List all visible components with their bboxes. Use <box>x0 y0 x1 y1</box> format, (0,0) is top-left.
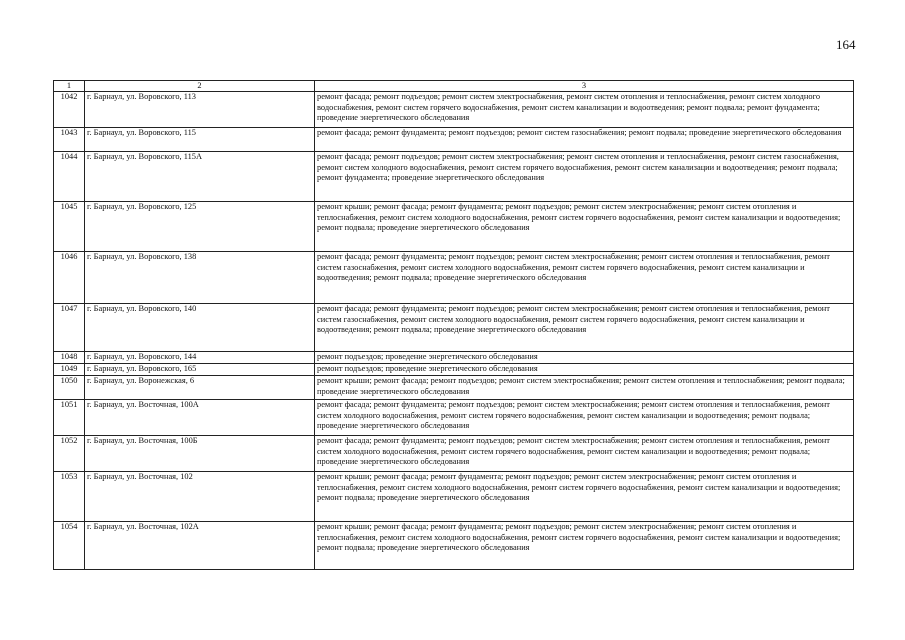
row-works: ремонт подъездов; проведение энергетического обследования <box>315 352 854 364</box>
table-row <box>54 304 854 352</box>
row-address: г. Барнаул, ул. Воровского, 125 <box>85 202 315 252</box>
page-number: 164 <box>836 37 856 52</box>
column-header-number: 1 <box>54 81 85 92</box>
row-number: 1043 <box>54 128 85 152</box>
table-row <box>54 352 854 364</box>
row-number: 1053 <box>54 472 85 522</box>
row-works: ремонт крыши; ремонт фасада; ремонт подъездов; ремонт систем электроснабжения; ремонт систем отопления и теплоснабжения; ремонт подвала; проведение энергетического обследования <box>315 376 854 400</box>
row-address: г. Барнаул, ул. Воровского, 113 <box>85 92 315 128</box>
row-address: г. Барнаул, ул. Воровского, 165 <box>85 364 315 376</box>
table-row <box>54 152 854 202</box>
table-row <box>54 522 854 570</box>
row-works: ремонт крыши; ремонт фасада; ремонт фундамента; ремонт подъездов; ремонт систем электроснабжения; ремонт систем отопления и теплоснабжения, ремонт систем холодного водоснабжения, ремонт систем горячего водоснабжения, ремонт систем канализации и водоотведения; ремонт подвала; проведение энергетического обследования <box>315 522 854 570</box>
row-number: 1050 <box>54 376 85 400</box>
row-address: г. Барнаул, ул. Воровского, 144 <box>85 352 315 364</box>
row-number: 1042 <box>54 92 85 128</box>
row-number: 1047 <box>54 304 85 352</box>
row-address: г. Барнаул, ул. Восточная, 100А <box>85 400 315 436</box>
row-address: г. Барнаул, ул. Восточная, 102 <box>85 472 315 522</box>
row-works: ремонт крыши; ремонт фасада; ремонт фундамента; ремонт подъездов; ремонт систем электроснабжения; ремонт систем отопления и теплоснабжения, ремонт систем холодного водоснабжения, ремонт систем горячего водоснабжения, ремонт систем канализации и водоотведения; ремонт подвала; проведение энергетического обследования <box>315 472 854 522</box>
column-header-address: 2 <box>85 81 315 92</box>
row-number: 1054 <box>54 522 85 570</box>
table-row <box>54 92 854 128</box>
row-address: г. Барнаул, ул. Воровского, 140 <box>85 304 315 352</box>
table-row <box>54 128 854 152</box>
table-header-row <box>54 81 854 92</box>
table-row <box>54 364 854 376</box>
row-address: г. Барнаул, ул. Восточная, 102А <box>85 522 315 570</box>
row-address: г. Барнаул, ул. Воровского, 115А <box>85 152 315 202</box>
row-works: ремонт фасада; ремонт подъездов; ремонт систем электроснабжения, ремонт систем отопления и теплоснабжения, ремонт систем холодного водоснабжения, ремонт систем горячего водоснабжения, ремонт систем канализации и водоотведения; ремонт подвала; ремонт фундамента; проведение энергетического обследования <box>315 92 854 128</box>
table-row <box>54 202 854 252</box>
column-header-works: 3 <box>315 81 854 92</box>
row-number: 1048 <box>54 352 85 364</box>
row-works: ремонт фасада; ремонт фундамента; ремонт подъездов; ремонт систем электроснабжения; ремонт систем отопления и теплоснабжения, ремонт систем холодного водоснабжения, ремонт систем горячего водоснабжения, ремонт систем канализации и водоотведения; ремонт подвала; проведение энергетического обследования <box>315 436 854 472</box>
row-address: г. Барнаул, ул. Воровского, 115 <box>85 128 315 152</box>
row-works: ремонт фасада; ремонт фундамента; ремонт подъездов; ремонт систем электроснабжения; ремонт систем отопления и теплоснабжения, ремонт систем газоснабжения, ремонт систем холодного водоснабжения, ремонт систем горячего водоснабжения, ремонт систем канализации и водоотведения; ремонт подвала; проведение энергетического обследования <box>315 252 854 304</box>
row-works: ремонт подъездов; проведение энергетического обследования <box>315 364 854 376</box>
row-works: ремонт крыши; ремонт фасада; ремонт фундамента; ремонт подъездов; ремонт систем электроснабжения; ремонт систем отопления и теплоснабжения, ремонт систем холодного водоснабжения, ремонт систем горячего водоснабжения, ремонт систем канализации и водоотведения; ремонт подвала; проведение энергетического обследования <box>315 202 854 252</box>
row-number: 1052 <box>54 436 85 472</box>
table-row <box>54 376 854 400</box>
row-number: 1051 <box>54 400 85 436</box>
row-works: ремонт фасада; ремонт фундамента; ремонт подъездов; ремонт систем электроснабжения; ремонт систем отопления и теплоснабжения, ремонт систем холодного водоснабжения, ремонт систем горячего водоснабжения, ремонт систем канализации и водоотведения; ремонт подвала; проведение энергетического обследования <box>315 400 854 436</box>
row-address: г. Барнаул, ул. Восточная, 100Б <box>85 436 315 472</box>
row-number: 1046 <box>54 252 85 304</box>
row-number: 1045 <box>54 202 85 252</box>
table-row <box>54 252 854 304</box>
row-works: ремонт фасада; ремонт подъездов; ремонт систем электроснабжения; ремонт систем отопления и теплоснабжения, ремонт систем газоснабжения, ремонт систем холодного водоснабжения, ремонт систем горячего водоснабжения, ремонт систем канализации и водоотведения; ремонт подвала; ремонт фундамента; проведение энергетического обследования <box>315 152 854 202</box>
table-row <box>54 436 854 472</box>
table-row <box>54 472 854 522</box>
row-address: г. Барнаул, ул. Воронежская, 6 <box>85 376 315 400</box>
row-works: ремонт фасада; ремонт фундамента; ремонт подъездов; ремонт систем электроснабжения; ремонт систем отопления и теплоснабжения, ремонт систем газоснабжения, ремонт систем холодного водоснабжения, ремонт систем горячего водоснабжения, ремонт систем канализации и водоотведения; ремонт подвала; проведение энергетического обследования <box>315 304 854 352</box>
registry-table <box>53 80 854 570</box>
row-works: ремонт фасада; ремонт фундамента; ремонт подъездов; ремонт систем газоснабжения; ремонт подвала; проведение энергетического обследования <box>315 128 854 152</box>
row-number: 1044 <box>54 152 85 202</box>
row-number: 1049 <box>54 364 85 376</box>
row-address: г. Барнаул, ул. Воровского, 138 <box>85 252 315 304</box>
table-row <box>54 400 854 436</box>
